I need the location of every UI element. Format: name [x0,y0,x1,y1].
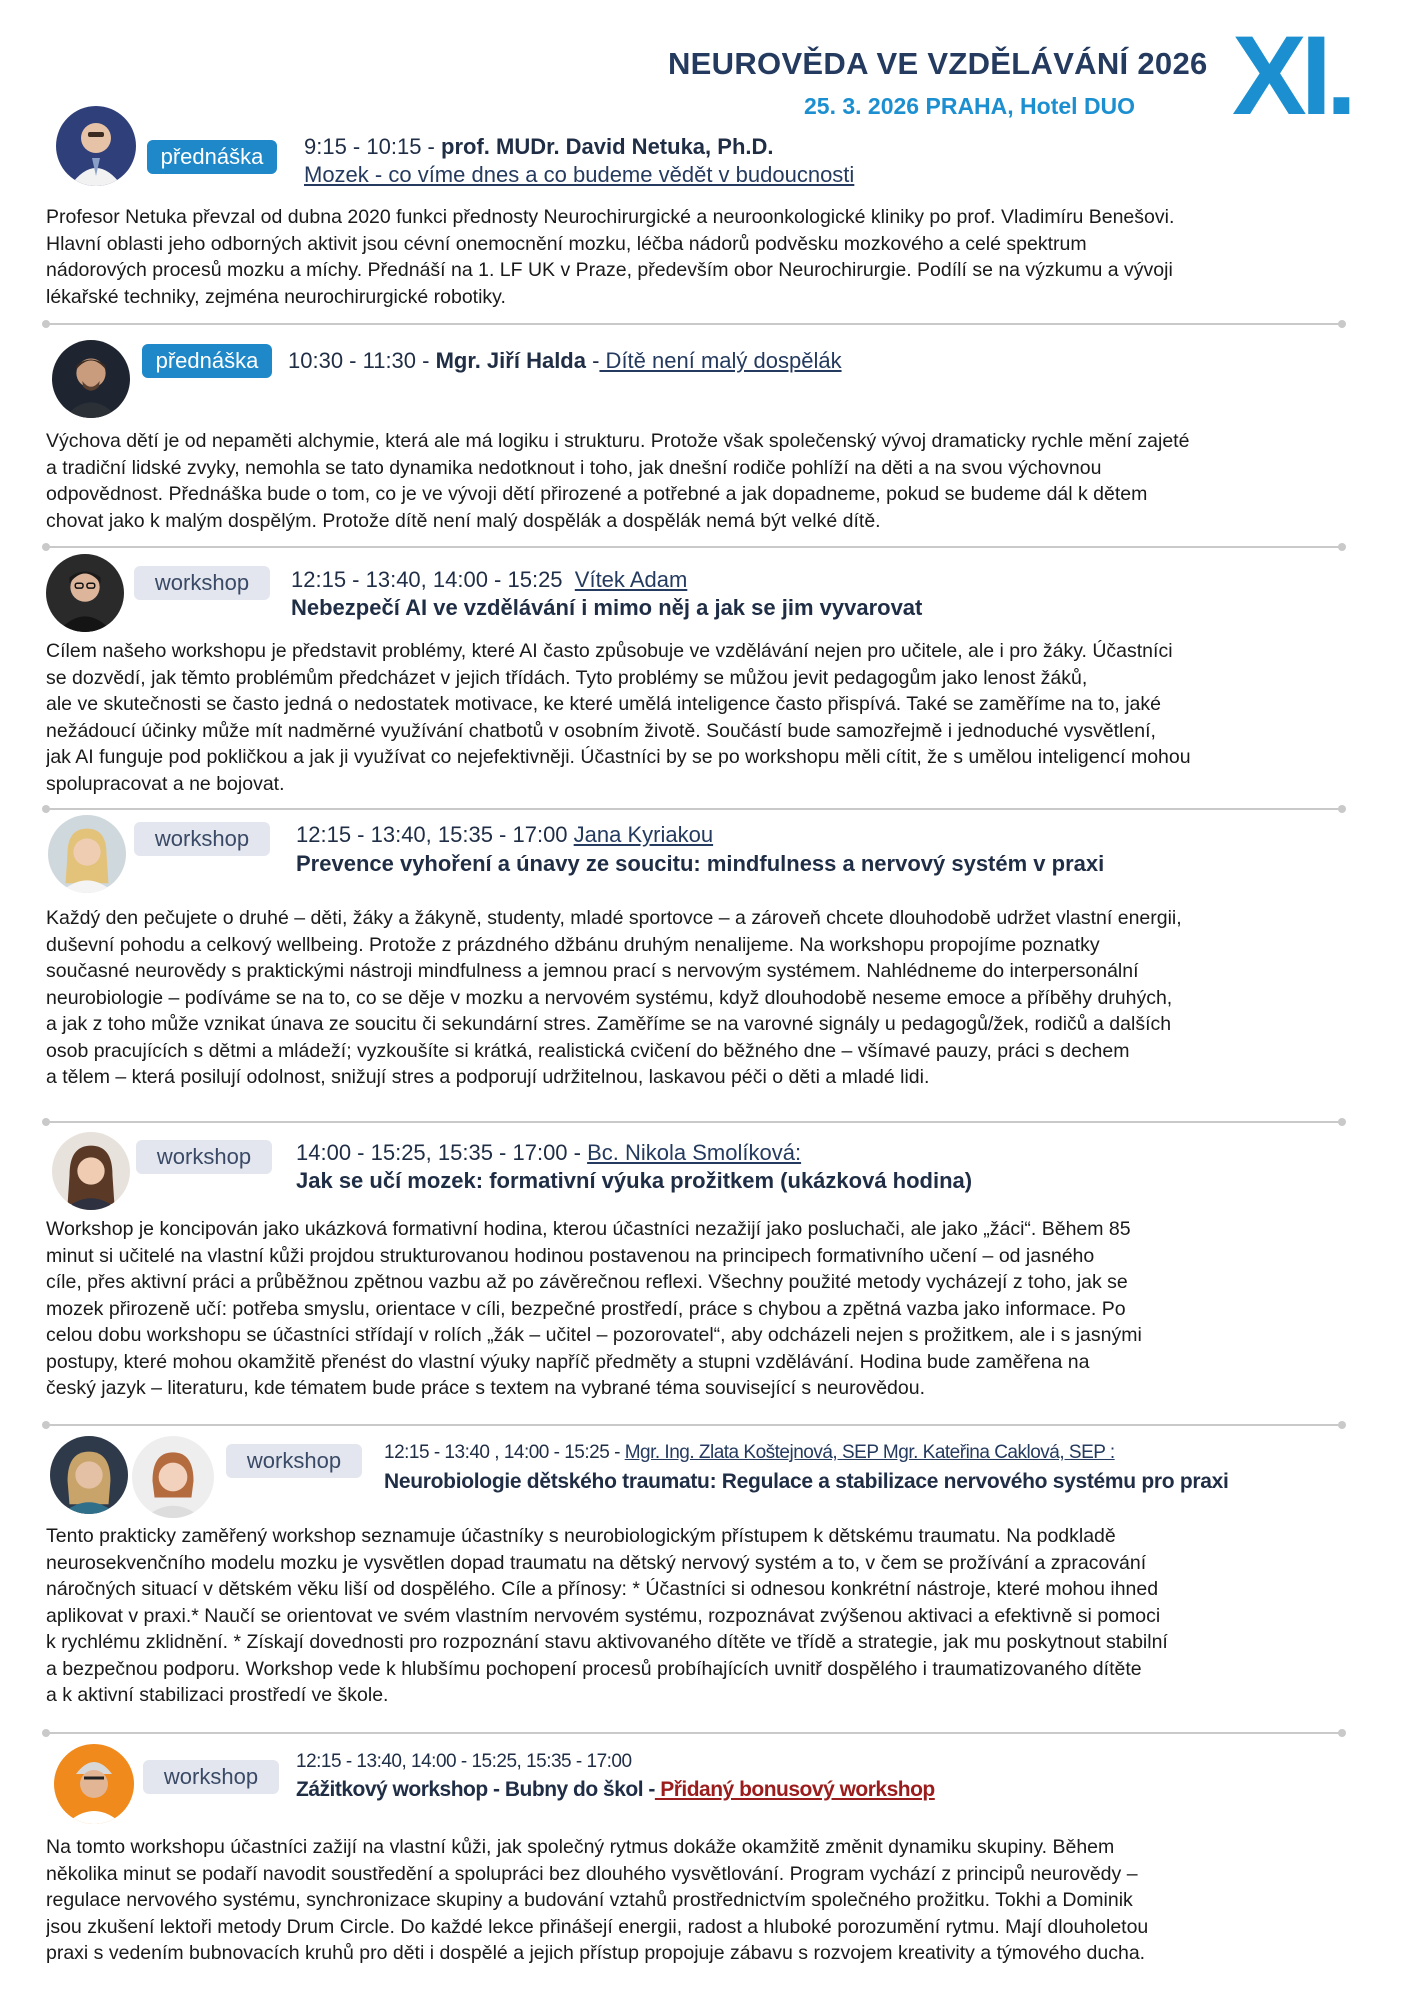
session-title: Nebezpečí AI ve vzdělávání i mimo něj a jak se jim vyvarovat [291,595,923,620]
event-date-place: 25. 3. 2026 PRAHA, Hotel DUO [804,93,1136,119]
speaker-photo [52,340,130,418]
session-time: 9:15 - 10:15 - [304,134,435,159]
session-title-row [296,1778,935,1802]
speaker-photo [50,1436,128,1514]
session-description: Profesor Netuka převzal od dubna 2020 funkci přednosty Neurochirurgické a neuroonkologické kliniky po prof. Vladimíru Benešovi. Hlavní oblasti jeho odborných aktivit jsou cévní onemocnění mozku, léčba nádorů podvěsku mozkového a celé spektrum nádorových procesů mozku a míchy. Přednáší na 1. LF UK v Praze, především obor Neurochirurgie. Podílí se na výzkumu a vývoji lékařské techniky, zejména neurochirurgické robotiky. [46,206,1175,308]
avatar-icon [54,1744,134,1824]
speaker-photo [52,1132,130,1210]
session-type-badge: workshop [136,1140,272,1174]
section-divider [44,1424,1344,1426]
session-description: Cílem našeho workshopu je představit problémy, které AI často způsobuje ve vzdělávání nejen pro učitele, ale i pro žáky. Účastníci se dozvědí, jak těmto problémům předcházet v jejich třídách. Tyto problémy se můžou jevit pedagogům jako lenost žáků, ale ve skutečnosti se často jedná o nedostatek motivace, ke které umělá inteligence často přispívá. Také se zaměříme na to, jaké nežádoucí účinky může mít nadměrné využívání chatbotů v osobním životě. Součástí bude samozřejmě i jednoduché vysvětlení, jak AI funguje pod pokličkou a jak ji využívat co nejefektivněji. Účastníci by se po workshopu měli cítit, že s umělou inteligencí mohou spolupracovat a ne bojovat. [46,640,1191,795]
session-type-badge: workshop [143,1760,279,1794]
session-time: 12:15 - 13:40 , 14:00 - 15:25 - [384,1442,620,1463]
session-time: 12:15 - 13:40, 14:00 - 15:25, 15:35 - 17:00 [296,1751,632,1772]
session-time-speaker [288,348,842,374]
session-speaker: prof. MUDr. David Netuka, Ph.D. [441,134,774,159]
session-title: Jak se učí mozek: formativní výuka prožitkem (ukázková hodina) [296,1168,973,1193]
section-divider [44,1121,1344,1123]
session-time-speaker [296,822,713,848]
session-time-speaker [291,567,687,593]
speaker-photo [56,106,136,186]
speaker-photo [48,815,126,893]
avatar-icon [56,106,136,186]
bonus-workshop-link[interactable]: Přidaný bonusový workshop [654,1778,935,1801]
section-divider [44,808,1344,810]
avatar-icon [46,554,124,632]
avatar-icon [48,815,126,893]
session-type-badge: workshop [226,1444,362,1478]
speaker-photo [54,1744,134,1824]
avatar-icon [50,1436,128,1514]
session-type-badge: přednáška [142,344,272,378]
session-speaker[interactable]: Jana Kyriakou [573,822,714,847]
session-title: Zážitkový workshop - Bubny do škol - [296,1778,655,1801]
section-divider [44,323,1344,325]
session-description: Výchova dětí je od nepaměti alchymie, která ale má logiku i strukturu. Protože však společenský vývoj dramaticky rychle mění zajeté a tradiční lidské zvyky, nemohla se tato dynamika nedotknout i toho, jak dnešní rodiče pohlíží na děti a na svou výchovnou odpovědnost. Přednáška bude o tom, co je ve vývoji dětí přirozené a potřebné a jak dopadneme, pokud se budeme dál k dětem chovat jako k malým dospělým. Protože dítě není malý dospělák a dospělák nemá být velké dítě. [46,430,1190,532]
svg-text:XI.: XI. [1232,18,1351,128]
session-description: Každý den pečujete o druhé – děti, žáky a žákyně, studenty, mladé sportovce – a zároveň chcete dlouhodobě udržet vlastní energii, duševní pohodu a celkový wellbeing. Protože z prázdného džbánu druhým nenalijeme. Na workshopu propojíme poznatky současné neurovědy s praktickými nástroji mindfulness a jemnou prací s nervovým systémem. Nahlédneme do interpersonální neurobiologie – podíváme se na to, co se děje v mozku a nervovém systému, když dlouhodobě neseme emoce a příběhy druhých, a jak z toho může vznikat únava ze soucitu či sekundární stres. Zaměříme se na varovné signály u pedagogů/žek, rodičů a dalších osob pracujících s dětmi a mládeží; vyzkoušíte si krátká, realistická cvičení do běžného dne – všímavé pauzy, práci s dechem a tělem – která posilují odolnost, snižují stres a podporují udržitelnou, laskavou péči o děti a mladé lidi. [46,907,1182,1088]
speaker-photo [132,1436,214,1518]
session-title[interactable]: Dítě není malý dospělák [599,348,842,373]
title-separator: - [592,348,600,373]
speaker-photo [46,554,124,632]
session-speaker[interactable]: Mgr. Ing. Zlata Koštejnová, SEP Mgr. Kateřina Caklová, SEP : [624,1442,1115,1463]
session-title: Prevence vyhoření a únavy ze soucitu: mindfulness a nervový systém v praxi [296,851,1105,876]
session-time: 10:30 - 11:30 - [288,348,430,373]
session-speaker[interactable]: Vítek Adam [574,567,688,592]
event-title: NEUROVĚDA VE VZDĚLÁVÁNÍ 2026 [668,46,1208,81]
session-description: Workshop je koncipován jako ukázková formativní hodina, kterou účastníci nezažijí jako posluchači, ale jako „žáci“. Během 85 minut si učitelé na vlastní kůži projdou strukturovanou hodinou postavenou na principech formativního učení – od jasného cíle, přes aktivní práci a průběžnou zpětnou vazbu až po závěrečnou reflexi. Všechny použité metody vycházejí z toho, jak se mozek přirozeně učí: potřeba smyslu, orientace v cíli, bezpečné prostředí, práce s chybou a zpětná vazba jako informace. Po celou dobu workshopu se účastníci střídají v rolích „žák – učitel – pozorovatel“, aby odcházeli nejen s prožitkem, ale i s jasnými postupy, které mohou okamžitě přenést do vlastní výuky napříč předměty a stupni vzdělávání. Hodina bude zaměřena na český jazyk – literaturu, kde tématem bude práce s textem na vybrané téma související s neurovědou. [46,1218,1142,1399]
session-time: 12:15 - 13:40, 15:35 - 17:00 [296,822,568,847]
session-title-link[interactable] [304,162,854,188]
section-divider [44,1732,1344,1734]
section-divider [44,546,1344,548]
edition-logo [1232,18,1382,128]
session-title: Neurobiologie dětského traumatu: Regulace a stabilizace nervového systému pro praxi [384,1470,1229,1493]
avatar-icon [52,1132,130,1210]
session-speaker: Mgr. Jiří Halda [435,348,586,373]
session-speaker[interactable]: Bc. Nikola Smolíková: [587,1140,802,1165]
session-time-speaker [304,134,774,160]
session-time-speaker [296,1140,801,1166]
session-type-badge: přednáška [147,140,277,174]
session-type-badge: workshop [134,822,270,856]
session-time-speaker [384,1442,1115,1464]
session-time: 12:15 - 13:40, 14:00 - 15:25 [291,567,563,592]
session-description: Na tomto workshopu účastníci zažijí na vlastní kůži, jak společný rytmus dokáže okamžitě změnit dynamiku skupiny. Během několika minut se podaří navodit soustředění a spolupráci bez dlouhého vysvětlování. Program vychází z principů neurovědy – regulace nervového systému, synchronizace skupiny a budování vztahů prostřednictvím společného prožitku. Tokhi a Dominik jsou zkušení lektoři metody Drum Circle. Do každé lekce přinášejí energii, radost a hluboké porozumění rytmu. Mají dlouholetou praxi s vedením bubnovacích kruhů pro děti i dospělé a jejich přístup propojuje zábavu s rozvojem kreativity a týmového ducha. [46,1836,1149,1964]
session-type-badge: workshop [134,566,270,600]
avatar-icon [132,1436,214,1518]
session-time: 14:00 - 15:25, 15:35 - 17:00 - [296,1140,581,1165]
avatar-icon [52,340,130,418]
session-title[interactable]: Mozek - co víme dnes a co budeme vědět v budoucnosti [304,162,855,187]
session-description: Tento prakticky zaměřený workshop seznamuje účastníky s neurobiologickým přístupem k dětskému traumatu. Na podkladě neurosekvenčního modelu mozku je vysvětlen dopad traumatu na dětský nervový systém a to, v čem se prožívání a zpracování náročných situací v dětském věku liší od dospělého. Cíle a přínosy: * Účastníci si odnesou konkrétní nástroje, které mohou ihned aplikovat v praxi.* Naučí se orientovat ve svém vlastním nervovém systému, rozpoznávat zvýšenou aktivaci a efektivně si pomoci k rychlému zklidnění. * Získají dovednosti pro rozpoznání stavu aktivovaného dítěte ve třídě a strategie, jak mu poskytnout stabilní a bezpečnou podporu. Workshop vede k hlubšímu pochopení procesů probíhajících uvnitř dospělého i traumatizovaného dítěte a k aktivní stabilizaci prostředí ve škole. [46,1525,1168,1706]
